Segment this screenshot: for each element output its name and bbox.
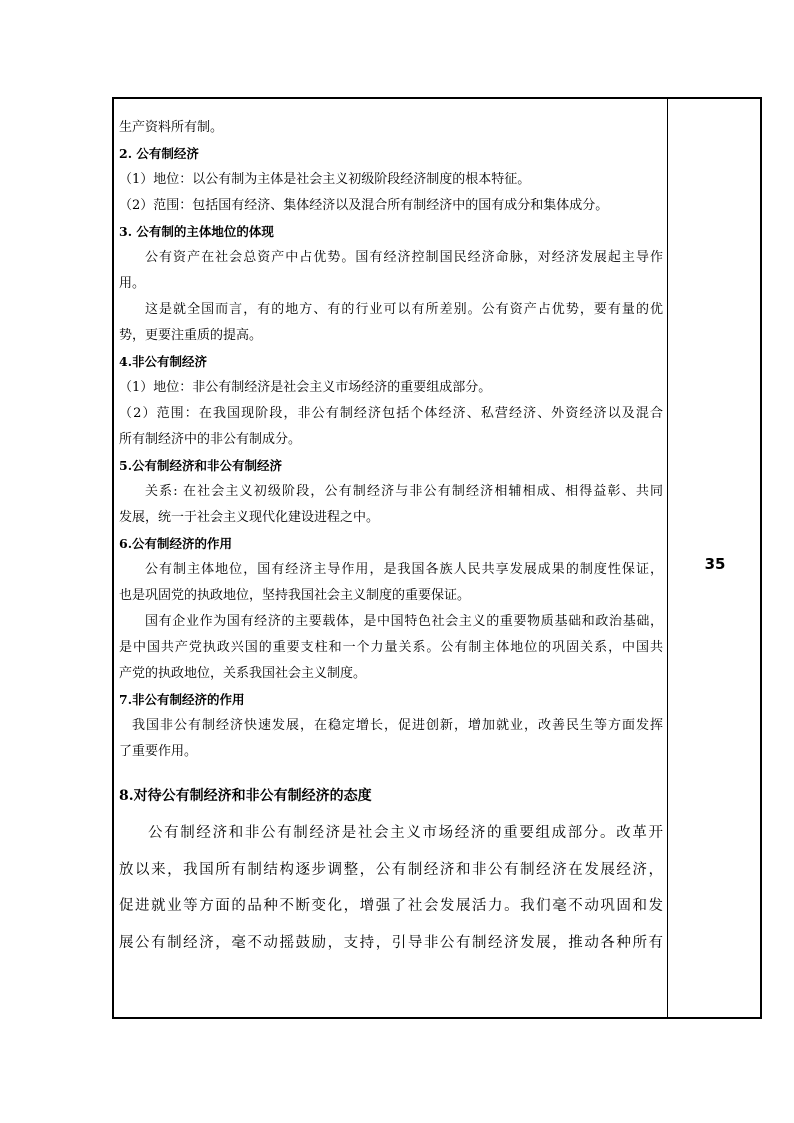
paragraph: （2）范围：在我国现阶段，非公有制经济包括个体经济、私营经济、外资经济以及混合: [119, 406, 663, 421]
paragraph: （2）范围：包括国有经济、集体经济以及混合所有制经济中的国有成分和集体成分。: [119, 198, 609, 213]
paragraph: 产党的执政地位，关系我国社会主义制度。: [119, 666, 367, 681]
section-heading-4: 4.非公有制经济: [119, 354, 208, 369]
paragraph: 所有制经济中的非公有制成分。: [119, 432, 302, 447]
paragraph: 放以来，我国所有制结构逐步调整，公有制经济和非公有制经济在发展经济，: [119, 861, 663, 878]
paragraph: 促进就业等方面的品种不断变化，增强了社会发展活力。我们毫不动巩固和发: [119, 898, 663, 914]
section-heading-2: 2. 公有制经济: [119, 146, 199, 161]
side-cell: [668, 99, 762, 1017]
content-table: [112, 97, 762, 1019]
paragraph: 国有企业作为国有经济的主要载体，是中国特色社会主义的重要物质基础和政治基础，: [145, 614, 663, 629]
page-number: 35: [704, 555, 726, 573]
paragraph: 势，更要注重质的提高。: [119, 328, 263, 343]
text-content: [119, 115, 663, 961]
paragraph: （1）地位：以公有制为主体是社会主义初级阶段经济制度的根本特征。: [119, 172, 531, 187]
section-heading-5: 5.公有制经济和非公有制经济: [119, 458, 283, 473]
paragraph: 发展，统一于社会主义现代化建设进程之中。: [119, 510, 380, 525]
paragraph: 展公有制经济，毫不动摇鼓励，支持，引导非公有制经济发展，推动各种所有: [119, 934, 663, 951]
paragraph: 这是就全国而言，有的地方、有的行业可以有所差别。公有资产占优势，要有量的优: [145, 302, 663, 317]
paragraph: 公有制经济和非公有制经济是社会主义市场经济的重要组成部分。改革开: [148, 825, 663, 841]
section-heading-7: 7.非公有制经济的作用: [119, 692, 245, 707]
paragraph: 也是巩固党的执政地位，坚持我国社会主义制度的重要保证。: [119, 588, 471, 603]
paragraph: 关系: 在社会主义初级阶段，公有制经济与非公有制经济相辅相成、相得益彰、共同: [145, 484, 663, 499]
paragraph: 是中国共产党执政兴国的重要支柱和一个力量关系。公有制主体地位的巩固关系，中国共: [119, 640, 663, 655]
paragraph: （1）地位：非公有制经济是社会主义市场经济的重要组成部分。: [119, 380, 492, 395]
paragraph: 了重要作用。: [119, 744, 198, 759]
paragraph: 生产资料所有制。: [119, 120, 224, 135]
paragraph: 公有制主体地位，国有经济主导作用，是我国各族人民共享发展成果的制度性保证，: [145, 562, 663, 577]
paragraph: 我国非公有制经济快速发展，在稳定增长，促进创新，增加就业，改善民生等方面发挥: [132, 718, 663, 733]
main-cell: [114, 99, 668, 1017]
section-heading-6: 6.公有制经济的作用: [119, 536, 233, 551]
section-heading-3: 3. 公有制的主体地位的体现: [119, 224, 274, 239]
paragraph: 公有资产在社会总资产中占优势。国有经济控制国民经济命脉，对经济发展起主导作: [145, 250, 663, 265]
paragraph: 用。: [119, 276, 146, 291]
section-heading-8: 8.对待公有制经济和非公有制经济的态度: [119, 788, 372, 804]
